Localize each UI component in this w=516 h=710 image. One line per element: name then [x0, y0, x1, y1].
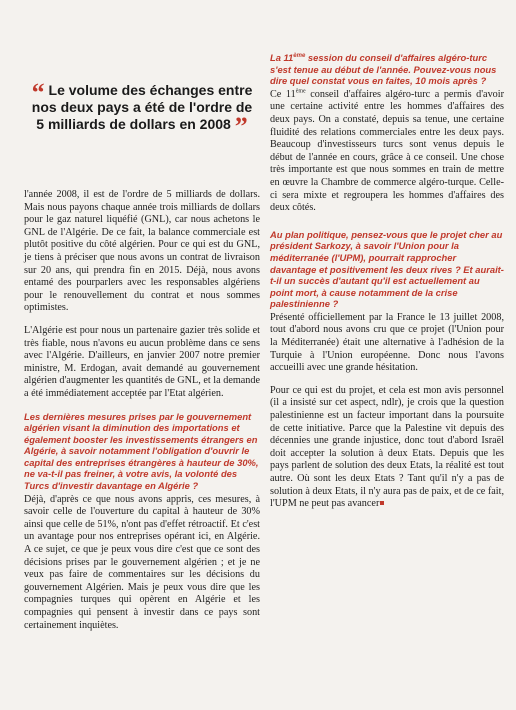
paragraph-council-answer [270, 89, 504, 215]
council-answer-rest: conseil d'affaires algéro-turc a permis d'avoir une certaine activité entre les hommes d'affaires des deux pays. On a constaté, depuis sa tenue, une certaine fluidité des relations commerciales entre les deux pays. Beaucoup d'investisseurs turcs sont venus depuis le début de l'année en cours, grâce à ce conseil. Une chose très importante est que nous sommes en train de mettre en œuvre la Chambre de commerce algéro-turque. Celle-ci sera mixte et regroupera les hommes d'affaires des deux côtés. [270, 88, 504, 214]
paragraph-upm-opinion [270, 385, 504, 511]
question-upm: Au plan politique, pensez-vous que le projet cher au président Sarkozy, à savoir l'Union pour la méditerranée (l'UPM), pourrait rapprocher davantage et positivement les deux rives ? Et aurait-t-il un succès d'autant qu'il est actuellement au point mort, à cause notamment de la crise palestinienne ? [270, 228, 504, 310]
council-answer-prefix: Ce 11 [270, 88, 296, 100]
pull-quote-text: Le volume des échanges entre nos deux pays a été de l'ordre de 5 milliards de dollars en 2008 [31, 82, 253, 132]
close-quote-mark: ” [234, 112, 248, 141]
question-council-rest: session du conseil d'affaires algéro-turc s'est tenue au début de l'année. Pouvez-vous nous dire quel constat vous en faites, 10 mois après ? [270, 52, 497, 87]
question-council-prefix: La 11 [270, 52, 294, 63]
upm-opinion-text: Pour ce qui est du projet, et cela est mon avis personnel (il a insisté sur cet aspect, ndlr), je crois que la question palestinienne est un facteur important dans la poursuite de cette initiative. Parce que la Palestine vit depuis des décennies une grande injustice, donc tout d'abord Israël doit accepter la solution à deux Etats. Depuis que les pays parlent de solution des deux Etats, la réalité est tout autre. Où sont les deux Etats ? Tant qu'il n'y a pas de solution à deux Etats, il n'y aura pas de paix, et de ce fait, l'UPM ne peut pas avancer [270, 384, 504, 510]
paragraph-partner: L'Algérie est pour nous un partenaire gazier très solide et très fiable, nous n'avons eu aucun problème dans ce sens avec l'Algérie. D'ailleurs, en janvier 2007 notre premier ministre, M. Erdogan, avait demandé au gouvernement algérien d'augmenter les quantités de GNL, et la demande a été immédiatement acceptée par l'Etat algérien. [24, 324, 260, 399]
right-column [270, 52, 504, 521]
ordinal-sup: ème [295, 88, 306, 95]
paragraph-upm-presented: Présenté officiellement par la France le 13 juillet 2008, tout d'abord nous avons cru que ce projet (l'Union pour la Méditerranée) était une alternative à l'adhésion de la Turquie à l'Union européenne. Donc nous l'avons accueilli avec une grande hésitation. [270, 311, 504, 374]
pull-quote [24, 78, 260, 141]
question-measures: Les dernières mesures prises par le gouvernement algérien visant la diminution des importations et également booster les investissements étrangers en Algérie, à savoir notamment l'obligation d'ouvrir le capital des entreprises étrangères à hauteur de 30%, ne va-t-il pas freiner, à votre avis, la volonté des Turcs d'investir davantage en Algérie ? [24, 410, 259, 492]
end-of-article-mark [380, 501, 384, 505]
paragraph-gnl: l'année 2008, il est de l'ordre de 5 milliards de dollars. Mais nous payons chaque année trois milliards de dollars pour le gaz naturel liquéfié (GNL), car nous achetons le GNL de l'Algérie. De ce fait, la balance commerciale est plutôt positive du côté algérien. Pour ce qui est du GNL, je tiens à préciser que nous avons un contrat de livraison sur 20 ans, qui prendra fin en 2015. Déjà, nous avons entamé des pourparlers avec les responsables algériens pour le renouvellement du contrat et nous sommes optimistes. [24, 189, 260, 314]
paragraph-measures-answer: Déjà, d'après ce que nous avons appris, ces mesures, à savoir celle de l'ouverture du capital à hauteur de 30% ainsi que celle de 51%, n'ont pas d'effet rétroactif. Et c'est un avantage pour nos entreprises opérant ici, en Algérie. A ce sujet, ce que je peux vous dire c'est que ce sont des décisions prises par le gouvernement algérien ; et je ne veux pas faire de commentaires sur les décisions du gouvernement Algérien. Mais je peux vous dire que les compagnies turques qui opèrent en Algérie et les compagnies qui pensent à investir dans ce pays sont certainement inquiètes. [24, 493, 260, 631]
ordinal-sup: ème [293, 52, 306, 59]
open-quote-mark: “ [31, 78, 45, 107]
left-column [24, 60, 260, 642]
question-business-council [270, 52, 504, 87]
